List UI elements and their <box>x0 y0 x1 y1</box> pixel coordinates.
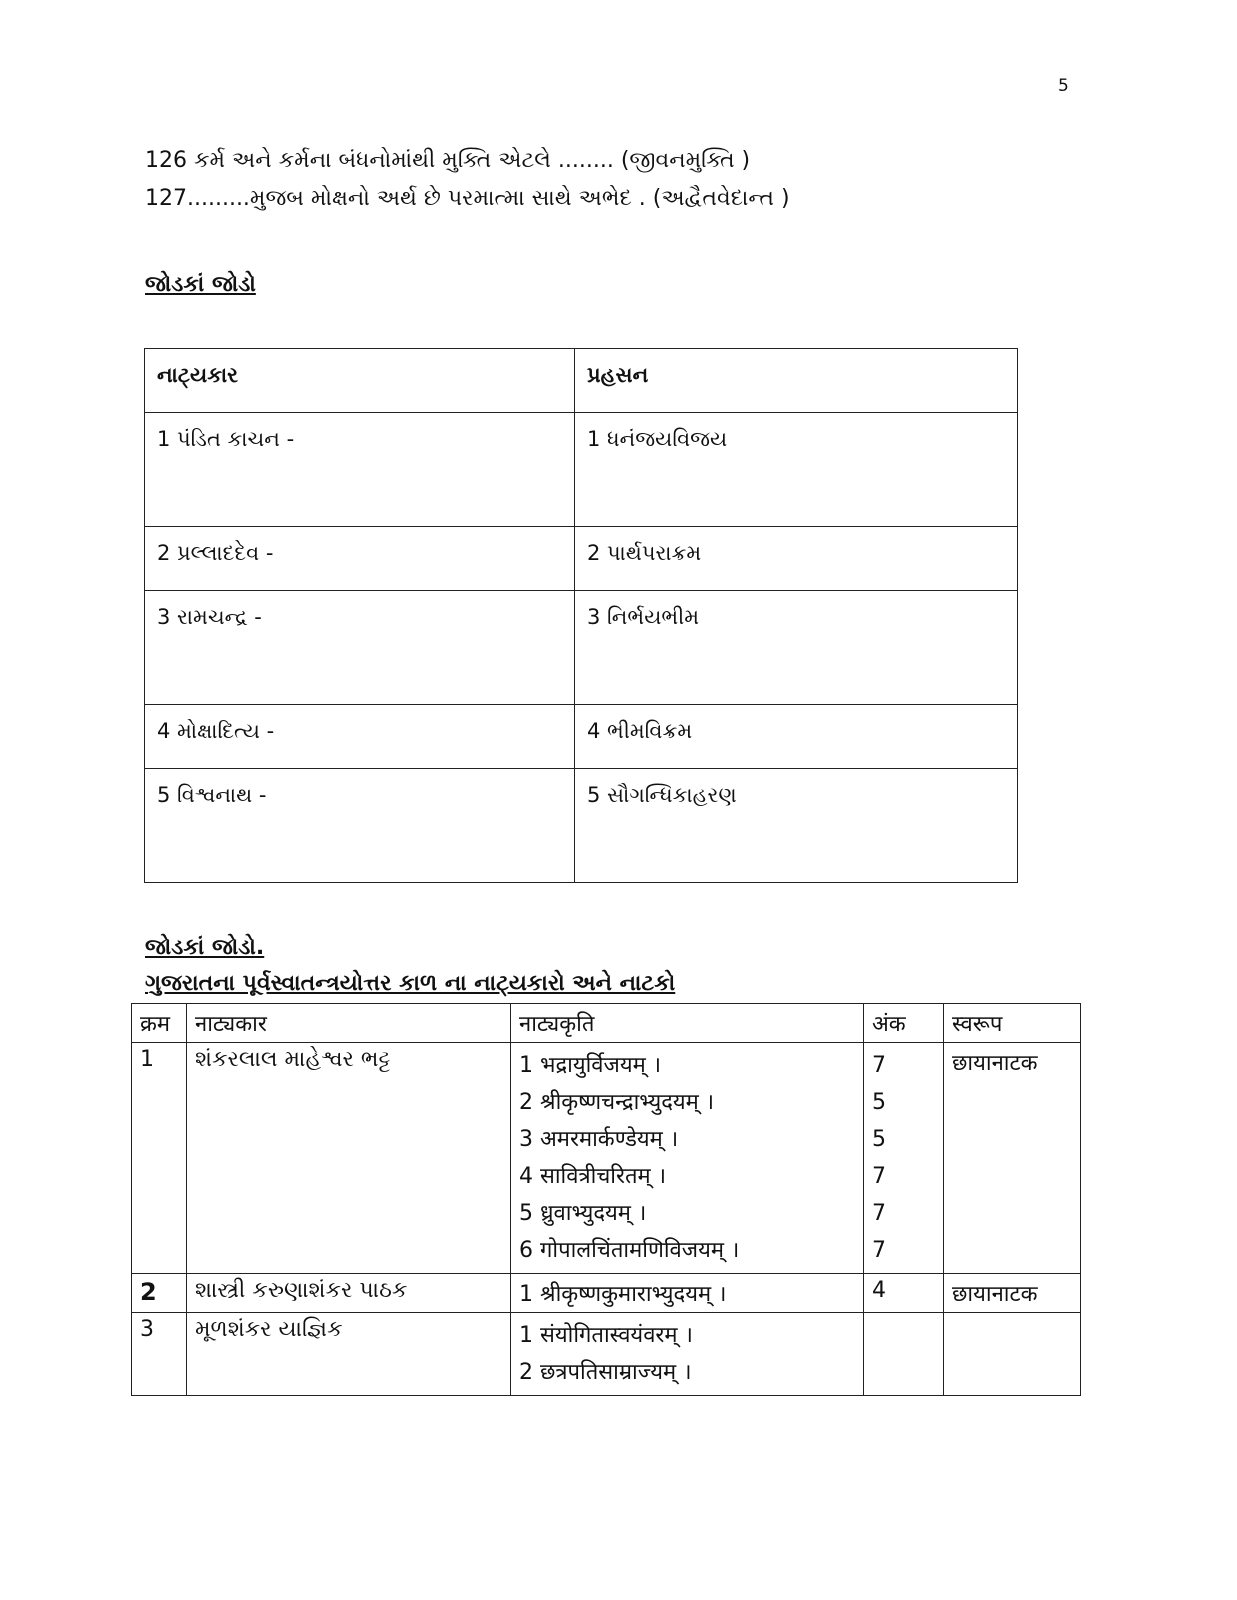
form-cell: छायानाटक <box>944 1274 1081 1313</box>
acts-cell <box>864 1274 944 1313</box>
farce-cell: 3 નિર્ભયભીમ <box>575 591 1018 705</box>
work-item: 5 ध्रुवाभ्युदयम् । <box>519 1201 647 1226</box>
table-row <box>145 705 1018 769</box>
table-header-row <box>132 1004 1081 1043</box>
serial-cell: 2 <box>132 1274 187 1313</box>
work-item: 1 संयोगितास्वयंवरम् । <box>519 1323 693 1348</box>
table-row <box>132 1313 1081 1396</box>
act-count: 7 <box>872 1238 886 1263</box>
table-header-row <box>145 349 1018 413</box>
col-header-farce: પ્રહસન <box>575 349 1018 413</box>
farce-cell: 2 પાર્થપરાક્રમ <box>575 527 1018 591</box>
work-item: 3 अमरमार्कण्डेयम् । <box>519 1127 679 1152</box>
work-item: 4 सावित्रीचरितम् । <box>519 1164 667 1189</box>
work-item: 1 श्रीकृष्णकुमाराभ्युदयम् । <box>519 1282 727 1307</box>
act-count: 4 <box>872 1278 886 1303</box>
work-item: 6 गोपालचिंतामणिविजयम् । <box>519 1238 740 1263</box>
col-header-playwright: नाट्यकार <box>187 1004 511 1043</box>
works-cell <box>511 1313 864 1396</box>
playwright-cell: 2 પ્રલ્લાદદેવ - <box>145 527 575 591</box>
acts-cell <box>864 1043 944 1274</box>
act-count: 7 <box>872 1201 886 1226</box>
farce-cell: 1 ધનંજયવિજય <box>575 413 1018 527</box>
form-cell <box>944 1313 1081 1396</box>
act-count: 5 <box>872 1127 886 1152</box>
author-cell: શાસ્ત્રી કરુણાશંકર પાઠક <box>187 1274 511 1313</box>
page-number: 5 <box>1058 76 1069 96</box>
table-row <box>145 769 1018 883</box>
table-row <box>132 1274 1081 1313</box>
match-table-1 <box>144 348 1018 883</box>
match-subheading: ગુજરાતના પૂર્વસ્વાતન્ત્રયોત્તર કાળ ના નાટ્યકારો અને નાટકો <box>145 971 676 996</box>
serial-cell: 3 <box>132 1313 187 1396</box>
col-header-serial: क्रम <box>132 1004 187 1043</box>
col-header-playwright: નાટ્યકાર <box>145 349 575 413</box>
serial-cell: 1 <box>132 1043 187 1274</box>
table-row <box>132 1043 1081 1274</box>
question-126: 126 કર્મ અને કર્મના બંધનોમાંથી મુક્તિ એટલે ........ (જીવનમુક્તિ ) <box>145 148 751 173</box>
dramas-table <box>131 1003 1081 1396</box>
col-header-form: स्वरूप <box>944 1004 1081 1043</box>
act-count: 5 <box>872 1090 886 1115</box>
works-cell <box>511 1274 864 1313</box>
match-heading-1: જોડકાં જોડો <box>145 272 256 297</box>
match-heading-2: જોડકાં જોડો. <box>145 935 265 960</box>
farce-cell: 5 સૌગન્ધિકાહરણ <box>575 769 1018 883</box>
author-cell: મૂળશંકર યાજ્ઞિક <box>187 1313 511 1396</box>
playwright-cell: 1 પંડિત કાચન - <box>145 413 575 527</box>
author-cell: શંકરલાલ માહેશ્વર ભટ્ટ <box>187 1043 511 1274</box>
question-127: 127.........મુજબ મોક્ષનો અર્થ છે પરમાત્મા સાથે અભેદ . (અદ્વૈતવેદાન્ત ) <box>145 186 790 211</box>
col-header-works: नाट्यकृति <box>511 1004 864 1043</box>
table-row <box>145 591 1018 705</box>
table-row <box>145 413 1018 527</box>
col-header-acts: अंक <box>864 1004 944 1043</box>
work-item: 1 भद्रायुर्विजयम् । <box>519 1053 662 1078</box>
playwright-cell: 5 વિશ્વનાથ - <box>145 769 575 883</box>
work-item: 2 श्रीकृष्णचन्द्राभ्युदयम् । <box>519 1090 715 1115</box>
works-cell <box>511 1043 864 1274</box>
table-row <box>145 527 1018 591</box>
acts-cell <box>864 1313 944 1396</box>
farce-cell: 4 ભીમવિક્રમ <box>575 705 1018 769</box>
playwright-cell: 3 રામચન્દ્ર - <box>145 591 575 705</box>
playwright-cell: 4 મોક્ષાદિત્ય - <box>145 705 575 769</box>
work-item: 2 छत्रपतिसाम्राज्यम् । <box>519 1360 692 1385</box>
form-cell: छायानाटक <box>944 1043 1081 1274</box>
act-count: 7 <box>872 1164 886 1189</box>
act-count: 7 <box>872 1053 886 1078</box>
